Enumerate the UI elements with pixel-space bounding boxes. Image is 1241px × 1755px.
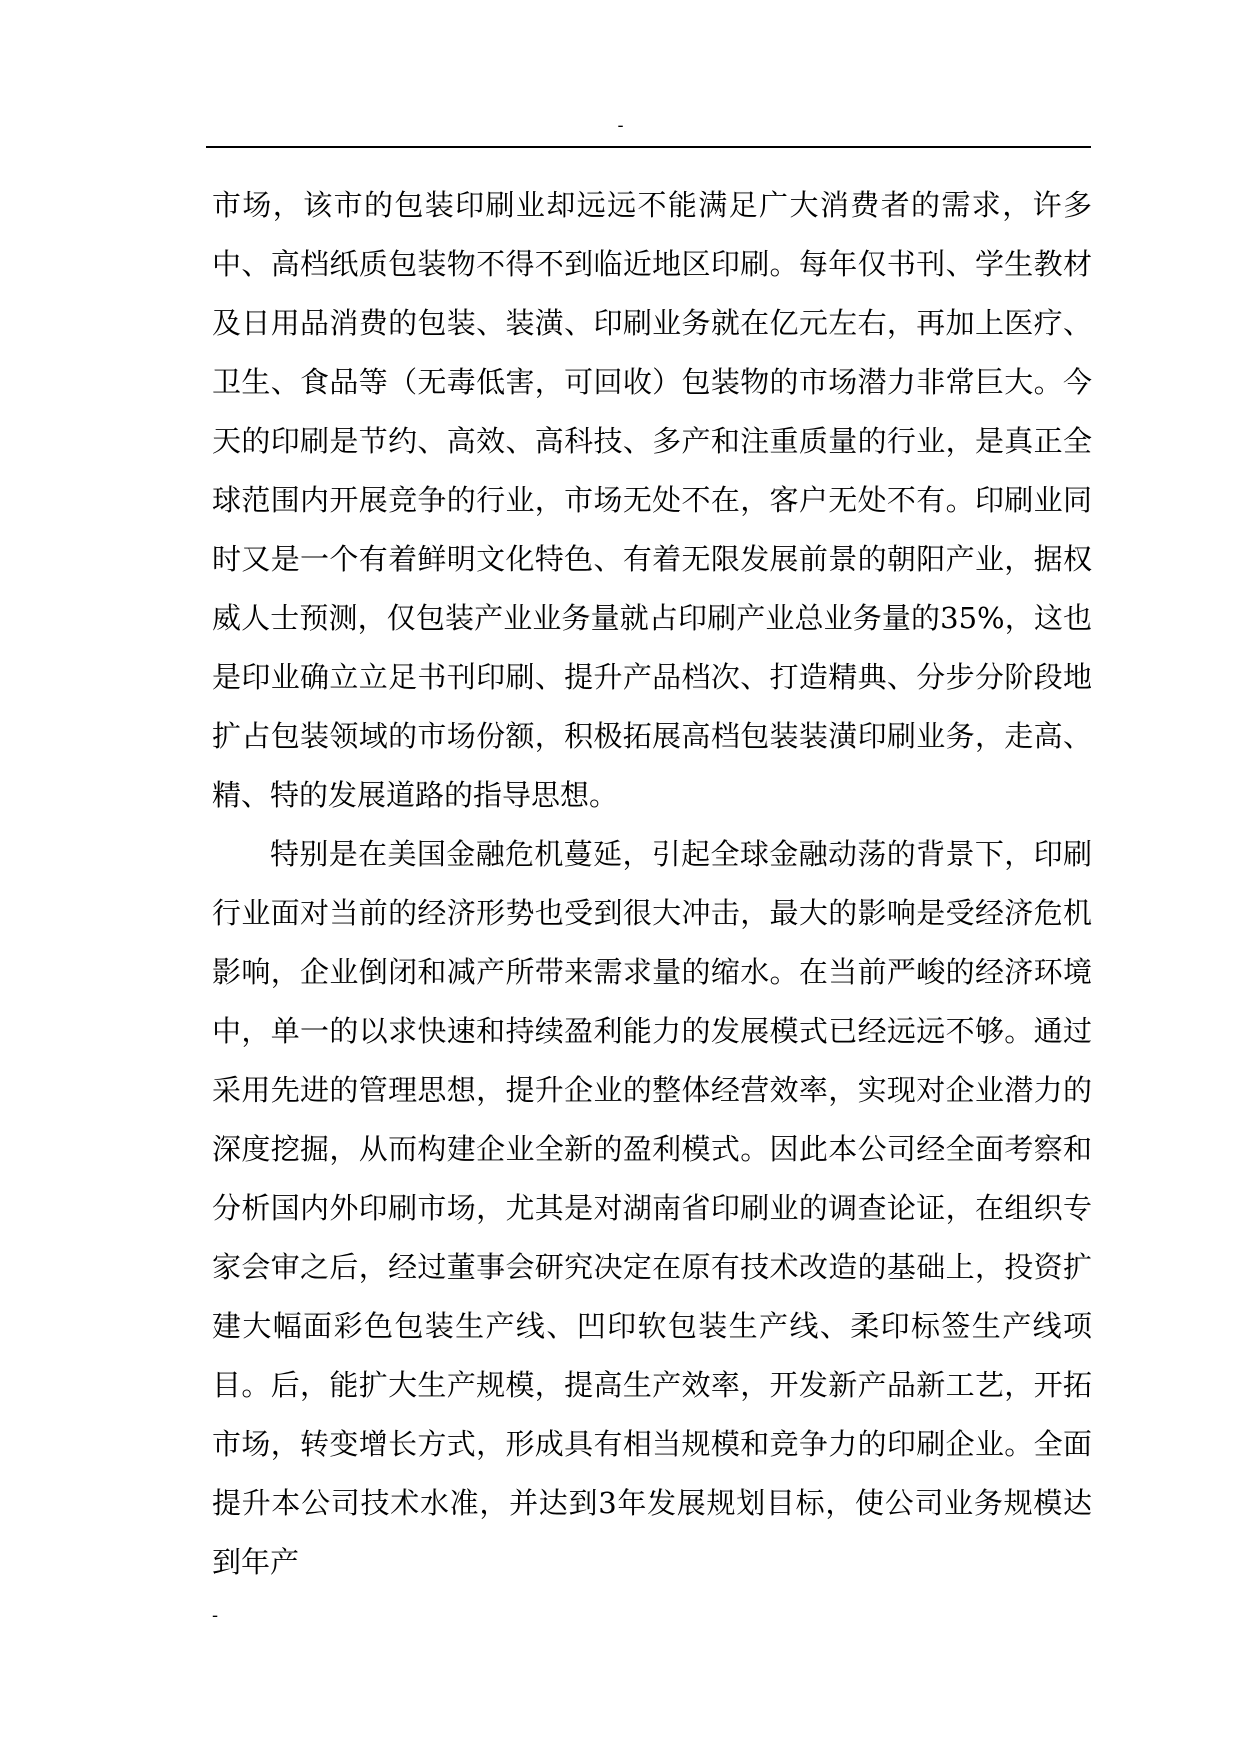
- header-rule: [206, 146, 1091, 148]
- document-body: [212, 176, 1092, 1592]
- paragraph-2: 特别是在美国金融危机蔓延，引起全球金融动荡的背景下，印刷行业面对当前的经济形势也受到很大冲击，最大的影响是受经济危机影响，企业倒闭和减产所带来需求量的缩水。在当前严峻的经济环境中，单一的以求快速和持续盈利能力的发展模式已经远远不够。通过采用先进的管理思想，提升企业的整体经营效率，实现对企业潜力的深度挖掘，从而构建企业全新的盈利模式。因此本公司经全面考察和分析国内外印刷市场，尤其是对湖南省印刷业的调查论证，在组织专家会审之后，经过董事会研究决定在原有技术改造的基础上，投资扩建大幅面彩色包装生产线、凹印软包装生产线、柔印标签生产线项目。后，能扩大生产规模，提高生产效率，开发新产品新工艺，开拓市场，转变增长方式，形成具有相当规模和竞争力的印刷企业。全面提升本公司技术水准，并达到3年发展规划目标，使公司业务规模达到年产: [212, 837, 1092, 1579]
- header-mark: -: [617, 115, 624, 136]
- paragraph-1: 市场，该市的包装印刷业却远远不能满足广大消费者的需求，许多中、高档纸质包装物不得不到临近地区印刷。每年仅书刊、学生教材及日用品消费的包装、装潢、印刷业务就在亿元左右，再加上医疗、卫生、食品等（无毒低害，可回收）包装物的市场潜力非常巨大。今天的印刷是节约、高效、高科技、多产和注重质量的行业，是真正全球范围内开展竞争的行业，市场无处不在，客户无处不有。印刷业同时又是一个有着鲜明文化特色、有着无限发展前景的朝阳产业，据权威人士预测，仅包装产业业务量就占印刷产业总业务量的35%，这也是印业确立立足书刊印刷、提升产品档次、打造精典、分步分阶段地扩占包装领域的市场份额，积极拓展高档包装装潢印刷业务，走高、精、特的发展道路的指导思想。: [212, 188, 1092, 812]
- footer-mark: -: [212, 1605, 219, 1626]
